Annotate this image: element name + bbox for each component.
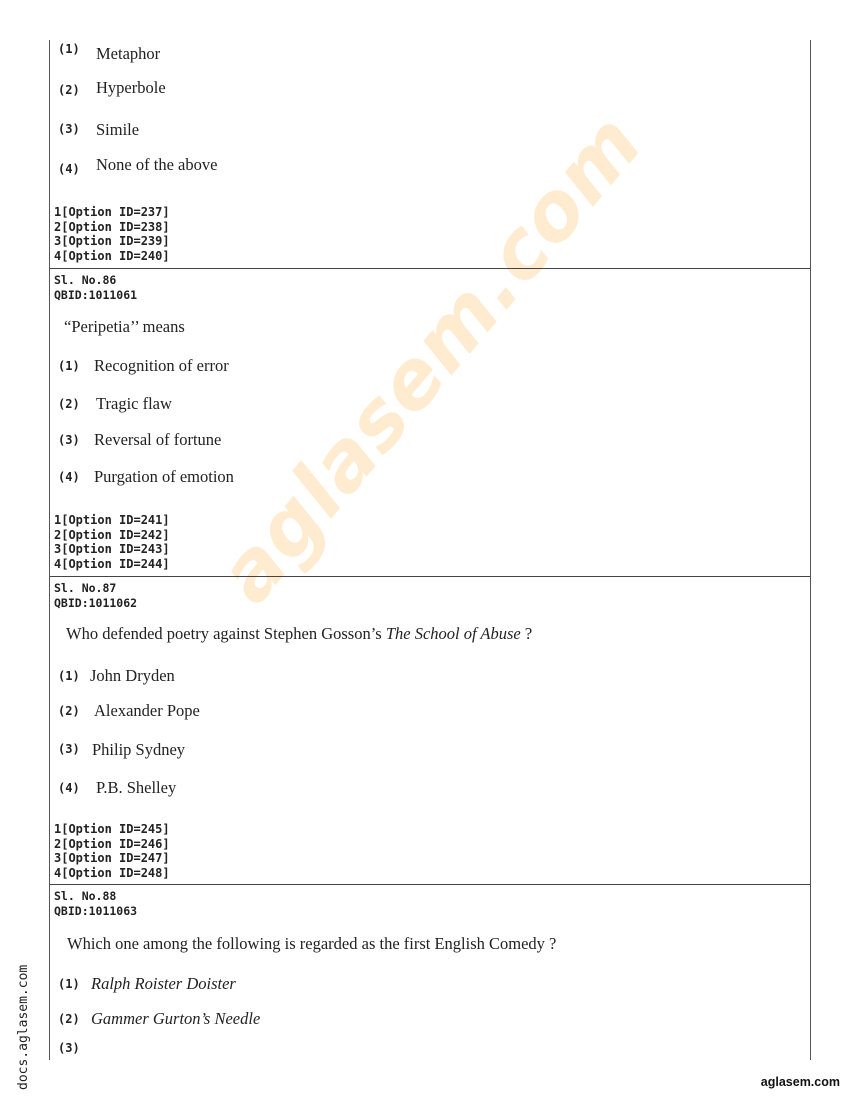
option-number: (2)	[58, 83, 80, 97]
option-id-list	[54, 822, 170, 881]
option-text: Ralph Roister Doister	[91, 974, 236, 993]
option-text: Metaphor	[96, 44, 161, 63]
qbid: QBID:1011063	[54, 904, 138, 918]
option-text: Reversal of fortune	[94, 430, 222, 449]
option-id: 3[Option ID=247]	[54, 851, 170, 866]
question-frame	[49, 40, 811, 1060]
option-number: (3)	[58, 122, 80, 136]
option-text: Purgation of emotion	[94, 467, 234, 486]
option-text: P.B. Shelley	[96, 778, 177, 797]
option-text: Recognition of error	[94, 356, 229, 375]
question-text: Which one among the following is regarded as the first English Comedy ?	[67, 934, 557, 953]
watermark: aglasem.com	[200, 96, 661, 620]
serial-number: Sl. No.87	[54, 581, 117, 595]
question-text: “Peripetia’’ means	[64, 317, 185, 336]
option-id: 1[Option ID=241]	[54, 513, 170, 527]
option-text: Tragic flaw	[96, 394, 172, 413]
book-title: The School of Abuse	[385, 624, 521, 643]
divider	[50, 884, 810, 885]
option-number: (2)	[58, 1012, 80, 1026]
option-id: 3[Option ID=243]	[54, 542, 170, 557]
option-number: (2)	[58, 704, 80, 718]
option-number: (4)	[58, 470, 80, 484]
option-id-list	[54, 205, 170, 264]
option-id-list	[54, 513, 170, 572]
qbid: QBID:1011062	[54, 596, 138, 610]
option-number: (1)	[58, 669, 80, 683]
option-number: (1)	[58, 977, 80, 991]
divider	[50, 576, 810, 577]
question-text	[66, 624, 532, 644]
question-header	[54, 273, 137, 303]
qbid: QBID:1011061	[54, 288, 138, 302]
option-number: (1)	[58, 359, 80, 373]
option-id: 3[Option ID=239]	[54, 234, 170, 249]
option-number: (2)	[58, 397, 80, 411]
option-number: (4)	[58, 781, 80, 795]
footer-brand: aglasem.com	[760, 1075, 840, 1089]
divider	[50, 268, 810, 269]
question-header	[54, 889, 137, 919]
option-text: Alexander Pope	[94, 701, 200, 720]
option-text: John Dryden	[90, 666, 175, 685]
option-id: 4[Option ID=240]	[54, 249, 170, 264]
question-header	[54, 581, 137, 611]
option-text: Philip Sydney	[92, 740, 186, 759]
option-text: Simile	[96, 120, 140, 139]
question-prefix: Who defended poetry against Stephen Gosson’s	[66, 624, 386, 643]
option-id: 4[Option ID=248]	[54, 866, 170, 881]
option-number: (4)	[58, 162, 80, 176]
serial-number: Sl. No.88	[54, 889, 117, 903]
option-text: Hyperbole	[96, 78, 166, 97]
option-id: 2[Option ID=246]	[54, 836, 170, 851]
question-suffix: ?	[520, 624, 533, 643]
option-id: 4[Option ID=244]	[54, 557, 170, 572]
option-number: (3)	[58, 1041, 80, 1055]
option-id: 2[Option ID=238]	[54, 219, 170, 234]
option-number: (1)	[58, 42, 80, 56]
option-text: Gammer Gurton’s Needle	[91, 1009, 261, 1028]
option-id: 2[Option ID=242]	[54, 527, 170, 542]
side-url-label: docs.aglasem.com	[16, 964, 31, 1090]
option-id: 1[Option ID=245]	[54, 822, 170, 836]
option-id: 1[Option ID=237]	[54, 205, 170, 219]
option-text: None of the above	[96, 155, 218, 174]
option-number: (3)	[58, 742, 80, 756]
option-number: (3)	[58, 433, 80, 447]
serial-number: Sl. No.86	[54, 273, 117, 287]
